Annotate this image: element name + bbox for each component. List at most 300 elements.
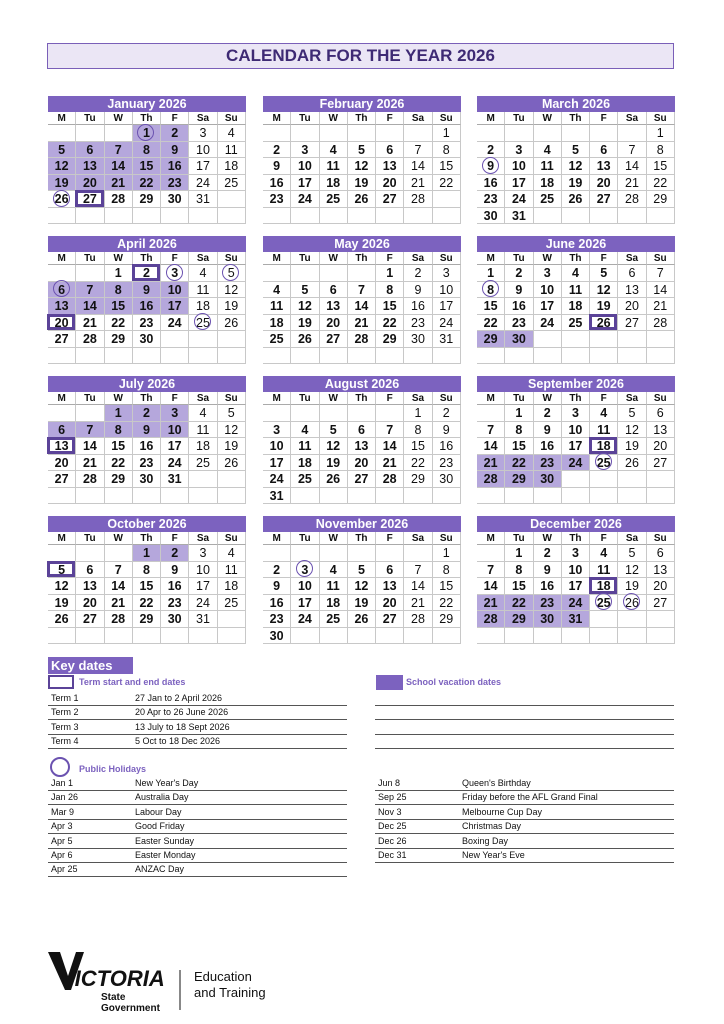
empty-cell xyxy=(348,545,376,562)
day-cell: 14 xyxy=(477,438,505,455)
day-cell: 3 xyxy=(562,405,590,422)
empty-cell xyxy=(404,348,432,365)
day-cell: 29 xyxy=(133,611,161,628)
holiday-row xyxy=(48,834,347,849)
day-cell: 30 xyxy=(404,331,432,348)
day-cell: 22 xyxy=(404,455,432,472)
day-cell: 30 xyxy=(133,471,161,488)
empty-cell xyxy=(133,488,161,505)
month-1 xyxy=(263,96,461,224)
empty-cell xyxy=(320,348,348,365)
holiday-row xyxy=(375,848,674,863)
empty-cell xyxy=(291,628,319,645)
holiday-row xyxy=(375,819,674,834)
weekday-header: Su xyxy=(218,392,246,405)
day-cell: 29 xyxy=(105,471,133,488)
day-cell: 20 xyxy=(376,175,404,192)
holiday-circle-icon xyxy=(53,280,70,297)
vacation-blank-row xyxy=(375,720,674,735)
day-cell: 24 xyxy=(534,315,562,332)
day-cell: 27 xyxy=(48,331,76,348)
day-cell: 8 xyxy=(376,282,404,299)
day-cell: 4 xyxy=(562,265,590,282)
day-cell: 25 xyxy=(218,595,246,612)
empty-cell xyxy=(562,348,590,365)
empty-cell xyxy=(291,348,319,365)
weekday-header: W xyxy=(105,532,133,545)
day-cell: 20 xyxy=(618,298,646,315)
empty-cell xyxy=(263,208,291,225)
day-cell: 17 xyxy=(505,175,533,192)
weekday-header: F xyxy=(161,532,189,545)
empty-cell xyxy=(133,348,161,365)
day-cell: 18 xyxy=(562,298,590,315)
day-cell: 15 xyxy=(505,578,533,595)
day-cell: 14 xyxy=(477,578,505,595)
vacation-legend-label: School vacation dates xyxy=(406,677,502,687)
day-cell: 24 xyxy=(189,595,217,612)
day-cell: 27 xyxy=(76,191,104,208)
vacation-legend-swatch xyxy=(376,675,403,690)
day-cell: 23 xyxy=(263,191,291,208)
weekday-header: Su xyxy=(433,532,461,545)
day-cell: 6 xyxy=(376,562,404,579)
weekday-header: Tu xyxy=(505,112,533,125)
holiday-value: Friday before the AFL Grand Final xyxy=(462,792,598,803)
day-cell: 14 xyxy=(76,298,104,315)
day-cell: 16 xyxy=(133,438,161,455)
day-cell: 7 xyxy=(477,422,505,439)
vacation-blank-row xyxy=(375,691,674,706)
term-label: Term 4 xyxy=(51,736,79,747)
term-marker xyxy=(47,437,75,454)
day-cell: 21 xyxy=(76,315,104,332)
empty-cell xyxy=(189,471,217,488)
holiday-row xyxy=(375,776,674,791)
day-cell: 1 xyxy=(105,405,133,422)
day-cell: 16 xyxy=(505,298,533,315)
day-cell: 24 xyxy=(161,455,189,472)
holiday-label: Dec 26 xyxy=(378,835,407,846)
day-cell: 10 xyxy=(189,562,217,579)
weekday-header: Th xyxy=(562,252,590,265)
day-cell: 30 xyxy=(433,471,461,488)
empty-cell xyxy=(376,348,404,365)
day-cell: 9 xyxy=(433,422,461,439)
holiday-circle-icon xyxy=(595,593,612,610)
day-cell: 21 xyxy=(618,175,646,192)
term-marker xyxy=(589,437,617,454)
month-title: September 2026 xyxy=(477,376,675,392)
empty-cell xyxy=(263,265,291,282)
day-cell: 21 xyxy=(105,595,133,612)
weekday-header: W xyxy=(320,252,348,265)
weekday-header: Th xyxy=(348,532,376,545)
day-cell: 5 xyxy=(562,142,590,159)
day-cell: 10 xyxy=(562,422,590,439)
empty-cell xyxy=(161,331,189,348)
empty-cell xyxy=(590,628,618,645)
empty-cell xyxy=(48,405,76,422)
day-cell: 1 xyxy=(505,545,533,562)
weekday-header: Sa xyxy=(189,112,217,125)
day-cell: 5 xyxy=(218,265,246,282)
empty-cell xyxy=(618,331,646,348)
empty-cell xyxy=(291,488,319,505)
day-cell: 13 xyxy=(76,578,104,595)
key-dates-title: Key dates xyxy=(48,657,133,674)
holiday-circle-icon xyxy=(53,190,70,207)
day-cell: 23 xyxy=(133,455,161,472)
day-cell: 7 xyxy=(647,265,675,282)
empty-cell xyxy=(48,125,76,142)
day-cell: 13 xyxy=(348,438,376,455)
empty-cell xyxy=(433,191,461,208)
day-cell: 25 xyxy=(320,191,348,208)
victoria-government-logo xyxy=(46,950,286,1014)
weekday-header: Su xyxy=(433,252,461,265)
empty-cell xyxy=(76,125,104,142)
day-cell: 3 xyxy=(433,265,461,282)
weekday-header: F xyxy=(590,252,618,265)
weekday-header: Th xyxy=(133,252,161,265)
weekday-header: F xyxy=(161,252,189,265)
day-cell: 11 xyxy=(590,562,618,579)
day-cell: 21 xyxy=(477,595,505,612)
day-cell: 28 xyxy=(477,611,505,628)
day-cell: 30 xyxy=(477,208,505,225)
weekday-header: Sa xyxy=(404,112,432,125)
holiday-value: Christmas Day xyxy=(462,821,522,832)
day-cell: 12 xyxy=(348,158,376,175)
weekday-header: Sa xyxy=(189,532,217,545)
holiday-label: Dec 25 xyxy=(378,821,407,832)
empty-cell xyxy=(590,331,618,348)
day-cell: 5 xyxy=(348,562,376,579)
holiday-circle-icon xyxy=(482,157,499,174)
empty-cell xyxy=(48,488,76,505)
empty-cell xyxy=(189,488,217,505)
day-cell: 19 xyxy=(562,175,590,192)
day-cell: 23 xyxy=(477,191,505,208)
day-cell: 20 xyxy=(647,578,675,595)
weekday-header: M xyxy=(263,112,291,125)
day-cell: 3 xyxy=(263,422,291,439)
day-cell: 10 xyxy=(161,282,189,299)
empty-cell xyxy=(48,208,76,225)
day-cell: 14 xyxy=(105,158,133,175)
day-cell: 16 xyxy=(433,438,461,455)
day-cell: 15 xyxy=(477,298,505,315)
day-cell: 30 xyxy=(263,628,291,645)
day-cell: 24 xyxy=(263,471,291,488)
holiday-legend-label: Public Holidays xyxy=(79,764,147,774)
empty-cell xyxy=(477,405,505,422)
weekday-header: Sa xyxy=(404,532,432,545)
weekday-header: M xyxy=(477,532,505,545)
weekday-header: Sa xyxy=(618,112,646,125)
day-cell: 27 xyxy=(76,611,104,628)
empty-cell xyxy=(590,611,618,628)
day-cell: 21 xyxy=(647,298,675,315)
day-cell: 16 xyxy=(133,298,161,315)
day-cell: 28 xyxy=(618,191,646,208)
day-cell: 19 xyxy=(348,595,376,612)
day-cell: 10 xyxy=(189,142,217,159)
empty-cell xyxy=(348,208,376,225)
weekday-header: Tu xyxy=(76,112,104,125)
holiday-value: New Year's Eve xyxy=(462,850,525,860)
weekday-header: F xyxy=(590,392,618,405)
day-cell: 28 xyxy=(76,471,104,488)
day-cell: 9 xyxy=(161,142,189,159)
day-cell: 26 xyxy=(618,595,646,612)
holiday-label: Nov 3 xyxy=(378,806,402,817)
empty-cell xyxy=(105,125,133,142)
day-cell: 31 xyxy=(263,488,291,505)
weekday-header: Su xyxy=(218,112,246,125)
empty-cell xyxy=(133,208,161,225)
day-cell: 13 xyxy=(376,578,404,595)
holiday-row xyxy=(48,805,347,820)
day-cell: 24 xyxy=(291,191,319,208)
day-cell: 6 xyxy=(376,142,404,159)
day-cell: 12 xyxy=(562,158,590,175)
empty-cell xyxy=(218,191,246,208)
holiday-row xyxy=(48,819,347,834)
day-cell: 22 xyxy=(505,595,533,612)
day-cell: 9 xyxy=(263,158,291,175)
day-cell: 8 xyxy=(433,142,461,159)
day-cell: 11 xyxy=(534,158,562,175)
day-cell: 17 xyxy=(562,438,590,455)
day-cell: 6 xyxy=(647,545,675,562)
empty-cell xyxy=(404,628,432,645)
weekday-header: W xyxy=(534,532,562,545)
day-cell: 12 xyxy=(618,422,646,439)
day-cell: 26 xyxy=(291,331,319,348)
holiday-row xyxy=(48,848,347,863)
day-cell: 30 xyxy=(161,611,189,628)
day-cell: 6 xyxy=(618,265,646,282)
day-cell: 2 xyxy=(263,562,291,579)
day-cell: 6 xyxy=(76,142,104,159)
empty-cell xyxy=(320,125,348,142)
logo-dept-line2: and Training xyxy=(194,985,266,1000)
day-cell: 6 xyxy=(76,562,104,579)
term-marker xyxy=(47,314,75,331)
empty-cell xyxy=(161,348,189,365)
term-marker xyxy=(589,577,617,594)
day-cell: 4 xyxy=(590,545,618,562)
weekday-header: Sa xyxy=(618,392,646,405)
weekday-header: F xyxy=(161,392,189,405)
day-cell: 10 xyxy=(433,282,461,299)
day-cell: 15 xyxy=(133,158,161,175)
day-cell: 1 xyxy=(105,265,133,282)
month-11 xyxy=(477,516,675,644)
empty-cell xyxy=(348,628,376,645)
term-row xyxy=(48,734,347,749)
day-cell: 24 xyxy=(505,191,533,208)
day-cell: 19 xyxy=(348,175,376,192)
weekday-header: Sa xyxy=(618,252,646,265)
day-cell: 2 xyxy=(263,142,291,159)
holiday-value: Easter Monday xyxy=(135,850,196,860)
empty-cell xyxy=(348,488,376,505)
day-cell: 26 xyxy=(218,455,246,472)
day-cell: 3 xyxy=(291,562,319,579)
day-cell: 17 xyxy=(263,455,291,472)
holiday-row xyxy=(48,790,347,805)
day-cell: 8 xyxy=(505,422,533,439)
empty-cell xyxy=(320,208,348,225)
day-cell: 9 xyxy=(534,562,562,579)
day-cell: 17 xyxy=(562,578,590,595)
empty-cell xyxy=(376,488,404,505)
day-cell: 7 xyxy=(618,142,646,159)
empty-cell xyxy=(218,348,246,365)
day-cell: 1 xyxy=(404,405,432,422)
day-cell: 27 xyxy=(376,191,404,208)
day-cell: 28 xyxy=(404,611,432,628)
day-cell: 15 xyxy=(105,298,133,315)
day-cell: 12 xyxy=(48,578,76,595)
empty-cell xyxy=(647,488,675,505)
day-cell: 19 xyxy=(618,578,646,595)
holiday-value: New Year's Day xyxy=(135,778,199,788)
empty-cell xyxy=(505,348,533,365)
empty-cell xyxy=(562,488,590,505)
empty-cell xyxy=(348,125,376,142)
day-cell: 10 xyxy=(263,438,291,455)
day-cell: 22 xyxy=(133,595,161,612)
holiday-value: Easter Sunday xyxy=(135,835,195,846)
month-title: May 2026 xyxy=(263,236,461,252)
day-cell: 13 xyxy=(320,298,348,315)
day-cell: 22 xyxy=(133,175,161,192)
day-cell: 27 xyxy=(590,191,618,208)
term-marker xyxy=(47,561,75,578)
empty-cell xyxy=(433,348,461,365)
empty-cell xyxy=(48,628,76,645)
weekday-header: Su xyxy=(218,532,246,545)
day-cell: 19 xyxy=(291,315,319,332)
day-cell: 12 xyxy=(218,282,246,299)
day-cell: 11 xyxy=(218,562,246,579)
weekday-header: Sa xyxy=(618,532,646,545)
day-cell: 11 xyxy=(263,298,291,315)
weekday-header: M xyxy=(477,112,505,125)
empty-cell xyxy=(218,488,246,505)
empty-cell xyxy=(291,208,319,225)
empty-cell xyxy=(647,471,675,488)
weekday-header: W xyxy=(534,112,562,125)
day-cell: 9 xyxy=(133,282,161,299)
day-cell: 5 xyxy=(618,405,646,422)
empty-cell xyxy=(348,348,376,365)
day-cell: 16 xyxy=(477,175,505,192)
day-cell: 26 xyxy=(562,191,590,208)
term-row xyxy=(48,720,347,735)
holiday-circle-icon xyxy=(222,264,239,281)
day-cell: 7 xyxy=(404,142,432,159)
day-cell: 18 xyxy=(263,315,291,332)
day-cell: 7 xyxy=(76,422,104,439)
day-cell: 13 xyxy=(376,158,404,175)
day-cell: 26 xyxy=(218,315,246,332)
day-cell: 5 xyxy=(590,265,618,282)
day-cell: 13 xyxy=(76,158,104,175)
empty-cell xyxy=(76,488,104,505)
day-cell: 8 xyxy=(105,422,133,439)
day-cell: 29 xyxy=(404,471,432,488)
weekday-header: Sa xyxy=(189,252,217,265)
day-cell: 31 xyxy=(189,611,217,628)
day-cell: 25 xyxy=(320,611,348,628)
day-cell: 19 xyxy=(590,298,618,315)
day-cell: 13 xyxy=(590,158,618,175)
day-cell: 30 xyxy=(133,331,161,348)
day-cell: 26 xyxy=(618,455,646,472)
term-value: 27 Jan to 2 April 2026 xyxy=(135,693,223,703)
page-title: CALENDAR FOR THE YEAR 2026 xyxy=(47,43,674,69)
day-cell: 13 xyxy=(48,298,76,315)
day-cell: 9 xyxy=(505,282,533,299)
day-cell: 10 xyxy=(534,282,562,299)
weekday-header: M xyxy=(48,112,76,125)
term-value: 13 July to 18 Sept 2026 xyxy=(135,721,230,732)
weekday-header: F xyxy=(376,392,404,405)
day-cell: 31 xyxy=(505,208,533,225)
day-cell: 30 xyxy=(161,191,189,208)
day-cell: 18 xyxy=(291,455,319,472)
weekday-header: Th xyxy=(348,112,376,125)
day-cell: 27 xyxy=(320,331,348,348)
day-cell: 26 xyxy=(320,471,348,488)
empty-cell xyxy=(433,488,461,505)
month-title: January 2026 xyxy=(48,96,246,112)
holiday-circle-icon xyxy=(623,593,640,610)
holiday-value: Labour Day xyxy=(135,806,182,817)
empty-cell xyxy=(263,348,291,365)
day-cell: 22 xyxy=(105,315,133,332)
day-cell: 19 xyxy=(48,595,76,612)
empty-cell xyxy=(534,331,562,348)
day-cell: 21 xyxy=(404,175,432,192)
day-cell: 14 xyxy=(76,438,104,455)
day-cell: 24 xyxy=(291,611,319,628)
holiday-value: Australia Day xyxy=(135,792,189,803)
holiday-label: Sep 25 xyxy=(378,792,407,803)
day-cell: 3 xyxy=(161,265,189,282)
day-cell: 31 xyxy=(433,331,461,348)
empty-cell xyxy=(562,208,590,225)
day-cell: 15 xyxy=(404,438,432,455)
weekday-header: Tu xyxy=(291,532,319,545)
day-cell: 31 xyxy=(161,471,189,488)
day-cell: 27 xyxy=(647,595,675,612)
day-cell: 6 xyxy=(590,142,618,159)
day-cell: 19 xyxy=(218,298,246,315)
day-cell: 10 xyxy=(291,578,319,595)
day-cell: 28 xyxy=(477,471,505,488)
holiday-value: Boxing Day xyxy=(462,835,509,846)
day-cell: 28 xyxy=(105,611,133,628)
weekday-header: F xyxy=(161,112,189,125)
empty-cell xyxy=(189,628,217,645)
day-cell: 14 xyxy=(348,298,376,315)
